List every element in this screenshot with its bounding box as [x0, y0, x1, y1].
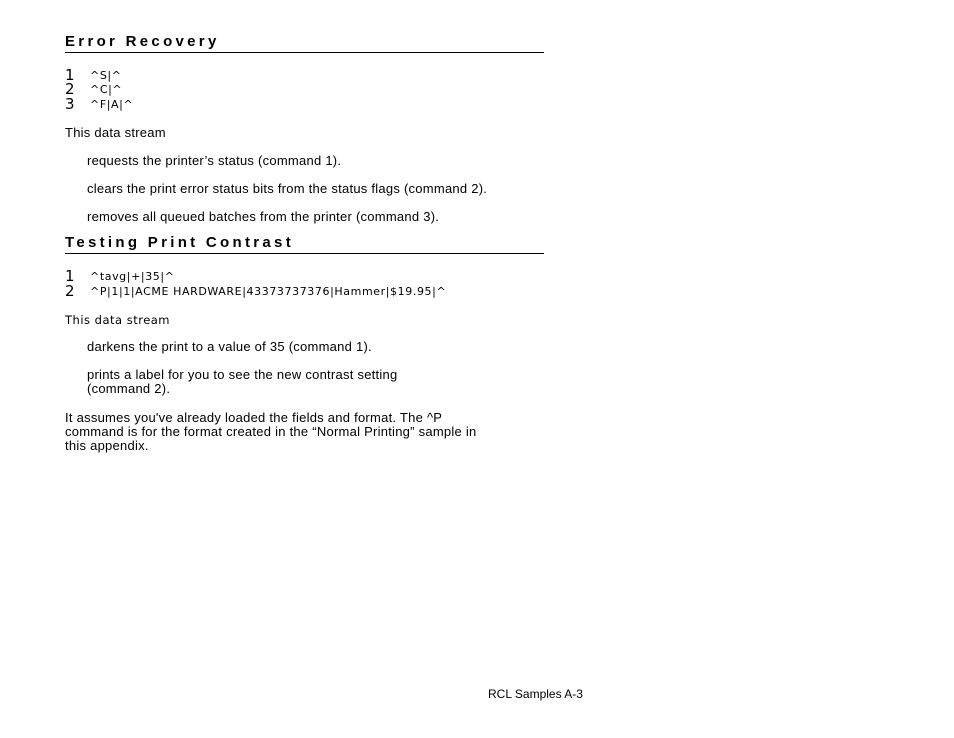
section-heading-error-recovery: Error Recovery — [65, 33, 544, 53]
command-number: 2 — [65, 282, 75, 300]
command-number: 1 — [65, 66, 75, 84]
intro-text: This data stream — [65, 125, 166, 140]
command-number: 1 — [65, 267, 75, 285]
intro-text: This data stream — [65, 313, 171, 327]
section-heading-testing-print-contrast: Testing Print Contrast — [65, 234, 544, 254]
command-code: ^P|1|1|ACME HARDWARE|43373737376|Hammer|$19.95|^ — [90, 285, 447, 298]
command-code: ^S|^ — [90, 69, 122, 82]
list-item: darkens the print to a value of 35 (command 1). — [87, 339, 372, 354]
list-item: (command 2). — [87, 381, 171, 396]
list-item: removes all queued batches from the printer (command 3). — [87, 209, 440, 224]
paragraph-line: command is for the format created in the “Normal Printing” sample in — [65, 424, 477, 439]
page-footer: RCL Samples A-3 — [488, 687, 583, 701]
paragraph-line: this appendix. — [65, 438, 149, 453]
list-item: prints a label for you to see the new contrast setting — [87, 367, 398, 382]
list-item: requests the printer’s status (command 1). — [87, 153, 342, 168]
list-item: clears the print error status bits from the status flags (command 2). — [87, 181, 488, 196]
command-code: ^C|^ — [90, 83, 123, 96]
command-code: ^tavg|+|35|^ — [90, 270, 175, 283]
command-number: 2 — [65, 80, 75, 98]
command-number: 3 — [65, 95, 75, 113]
command-code: ^F|A|^ — [90, 98, 134, 111]
paragraph-line: It assumes you've already loaded the fields and format. The ^P — [65, 410, 443, 425]
